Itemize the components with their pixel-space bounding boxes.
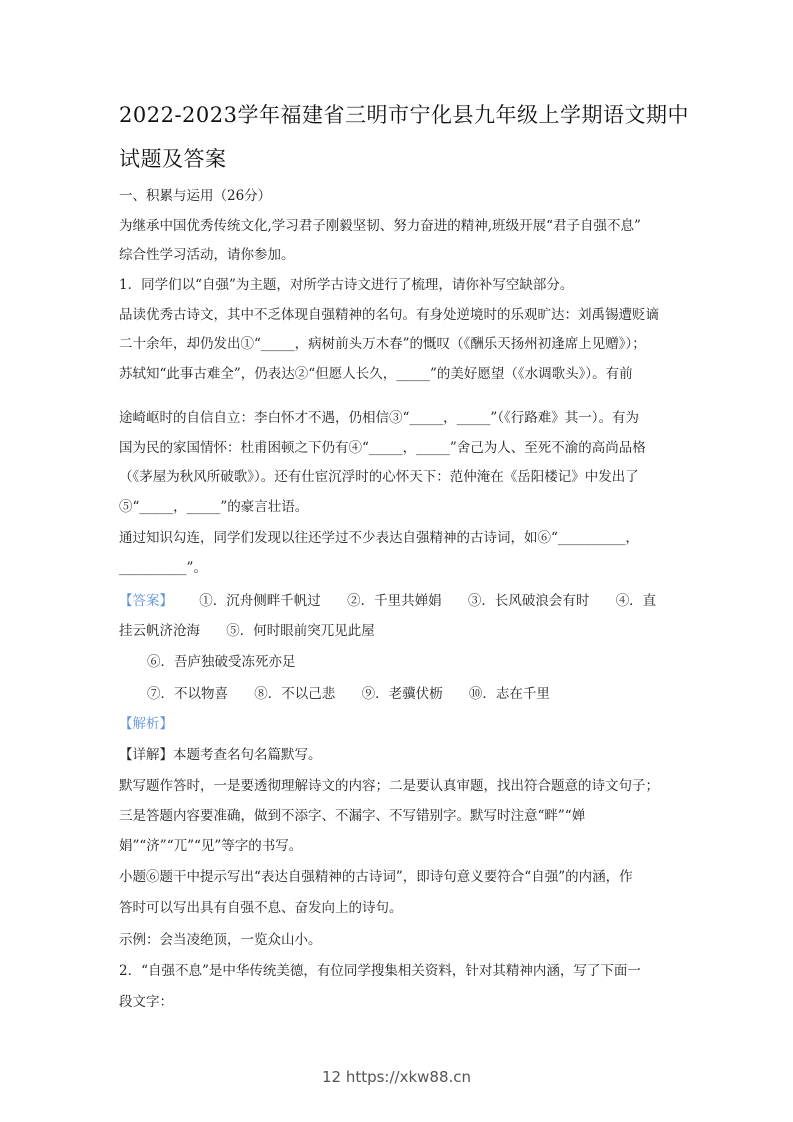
q1-body-line: 国为民的家国情怀：杜甫困顿之下仍有④“_____，_____”舍己为人、至死不渝的高尚品格	[119, 440, 646, 456]
answer-line-3	[147, 652, 296, 672]
answer-item: ⑨．老骥伏枥	[361, 686, 443, 702]
answer-item: ⑩．志在千里	[468, 686, 550, 702]
intro-line: 综合性学习活动，请你参加。	[119, 247, 295, 263]
answer-item: ⑦．不以物喜	[147, 686, 228, 702]
q1-body-line: ⑤“_____，_____”的豪言壮语。	[119, 499, 309, 515]
detail-line: 三是答题内容要准确，做到不添字、不漏字、不写错别字。默写时注意“畔”“婵	[119, 808, 586, 824]
detail-line: 示例：会当凌绝顶，一览众山小。	[119, 932, 322, 948]
page-footer: 12 https://xkw88.cn	[321, 1068, 472, 1086]
q1-body2-line: 通过知识勾连，同学们发现以往还学过不少表达自强精神的古诗词，如⑥“__________，	[119, 530, 639, 546]
answer-line-4	[147, 684, 550, 704]
answer-label: 【答案】	[119, 593, 173, 609]
q1-body2-line: __________”。	[119, 560, 207, 576]
answer-item: ④．直	[615, 593, 657, 609]
question-2-stem: 段文字：	[119, 994, 173, 1010]
document-title-line1: 2022-2023学年福建省三明市宁化县九年级上学期语文期中	[119, 103, 689, 127]
answer-item: ①．沉舟侧畔千帆过	[199, 593, 321, 609]
q1-body-line: 品读优秀古诗文，其中不乏体现自强精神的名句。有身处逆境时的乐观旷达：刘禹锡遭贬谪	[119, 307, 659, 323]
answer-item: ⑧．不以己悲	[254, 686, 336, 702]
detail-line: 小题⑥题干中提示写出“表达自强精神的古诗词”，即诗句意义要符合“自强”的内涵，作	[119, 869, 633, 885]
q1-body-line: 苏轼知“此事古难全”，仍表达②“但愿人长久，_____”的美好愿望（《水调歌头》）。有前	[119, 366, 633, 382]
intro-line: 为继承中国优秀传统文化,学习君子刚毅坚韧、努力奋进的精神,班级开展“君子自强不息”	[119, 218, 641, 234]
answer-item: ⑥．吾庐独破受冻死亦足	[147, 654, 296, 670]
detail-line: 【详解】本题考查名句名篇默写。	[119, 747, 322, 763]
q1-body-line: （《茅屋为秋风所破歌》）。还有仕宦沉浮时的心怀天下：范仲淹在《岳阳楼记》中发出了	[119, 469, 639, 485]
answer-line-2	[119, 621, 375, 641]
detail-line: 娟”“济”“兀”“见”等字的书写。	[119, 838, 303, 854]
section-heading: 一、积累与运用（26分）	[119, 188, 272, 204]
detail-line: 答时可以写出具有自强不息、奋发向上的诗句。	[119, 900, 403, 916]
answer-item: ③．长风破浪会有时	[467, 593, 590, 609]
question-2-stem: 2．“自强不息”是中华传统美德，有位同学搜集相关资料，针对其精神内涵，写了下面一	[119, 963, 641, 979]
answer-item: ②．千里共婵娟	[347, 593, 442, 609]
question-1-stem: 1．同学们以“自强”为主题，对所学古诗文进行了梳理，请你补写空缺部分。	[119, 277, 574, 293]
analysis-label: 【解析】	[119, 716, 173, 732]
answer-item: ⑤．何时眼前突兀见此屋	[226, 623, 375, 639]
q1-body-line: 二十余年，却仍发出①“_____，病树前头万木春”的慨叹（《酬乐天扬州初逢席上见赠》）；	[119, 336, 646, 352]
detail-line: 默写题作答时，一是要透彻理解诗文的内容；二是要认真审题，找出符合题意的诗文句子；	[119, 778, 659, 794]
answer-item: 挂云帆济沧海	[119, 623, 200, 639]
q1-body-line: 途崎岖时的自信自立：李白怀才不遇，仍相信③“_____，_____”（《行路难》其一）。有为	[119, 410, 640, 426]
document-title-line2: 试题及答案	[119, 147, 227, 171]
answer-line-1	[119, 591, 656, 611]
